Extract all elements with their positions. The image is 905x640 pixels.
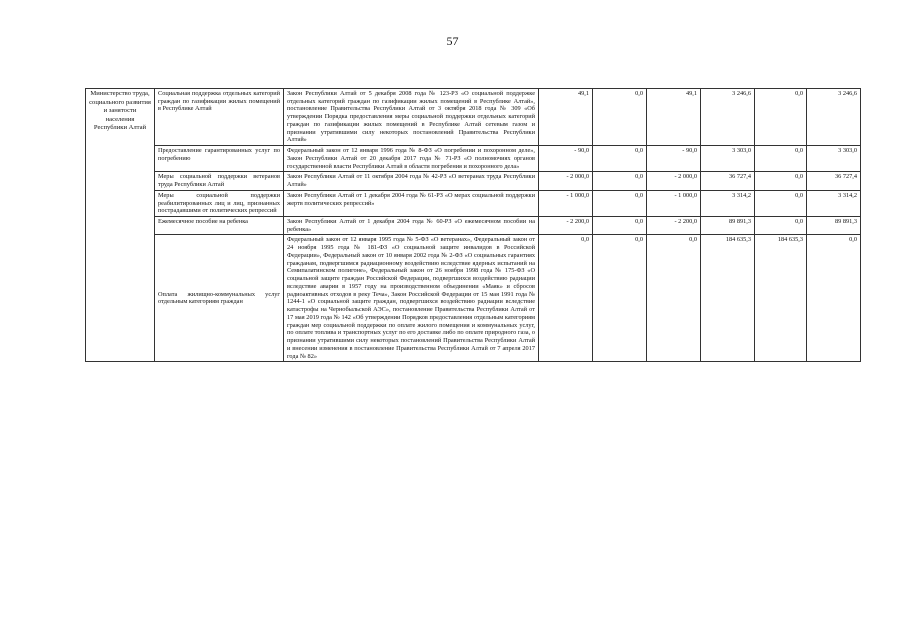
measure-cell: Предоставление гарантированных услуг по погребению: [155, 146, 284, 172]
value-cell: - 1 000,0: [539, 190, 593, 216]
value-cell: 3 314,2: [807, 190, 861, 216]
value-cell: 0,0: [593, 146, 647, 172]
value-cell: 0,0: [593, 235, 647, 362]
table-row: [86, 89, 861, 146]
value-cell: 36 727,4: [701, 172, 755, 190]
value-cell: 0,0: [539, 235, 593, 362]
value-cell: 89 891,3: [701, 217, 755, 235]
law-cell: Закон Республики Алтай от 1 декабря 2004 года № 60-РЗ «О ежемесячном пособии на ребенка»: [284, 217, 539, 235]
value-cell: - 2 200,0: [647, 217, 701, 235]
value-cell: 0,0: [593, 217, 647, 235]
measure-cell: Социальная поддержка отдельных категорий граждан по газификации жилых помещений в Республике Алтай: [155, 89, 284, 146]
value-cell: - 2 000,0: [647, 172, 701, 190]
value-cell: 3 303,0: [701, 146, 755, 172]
value-cell: 0,0: [755, 89, 807, 146]
value-cell: 49,1: [647, 89, 701, 146]
table-row: [86, 146, 861, 172]
value-cell: 3 314,2: [701, 190, 755, 216]
value-cell: 0,0: [755, 190, 807, 216]
value-cell: - 2 200,0: [539, 217, 593, 235]
measure-cell: Меры социальной поддержки ветеранов труда Республики Алтай: [155, 172, 284, 190]
value-cell: 0,0: [593, 172, 647, 190]
value-cell: 89 891,3: [807, 217, 861, 235]
table-row: [86, 172, 861, 190]
law-cell: Закон Республики Алтай от 5 декабря 2008 года № 123-РЗ «О социальной поддержке отдельных категорий граждан по газификации жилых помещений в Республике Алтай», постановление Правительства Республики Алтай от 3 октября 2018 года № 309 «Об утверждении Порядка предоставления меры социальной поддержки отдельных категорий граждан по газификации жилых помещений в Республике Алтай сетевым газом и признании утратившими силу некоторых постановлений Правительства Республики Алтай»: [284, 89, 539, 146]
value-cell: - 90,0: [539, 146, 593, 172]
value-cell: 0,0: [593, 89, 647, 146]
value-cell: 184 635,3: [755, 235, 807, 362]
table-row: [86, 217, 861, 235]
measure-cell: Меры социальной поддержки реабилитированных лиц и лиц, признанных пострадавшими от политических репрессий: [155, 190, 284, 216]
value-cell: 0,0: [755, 217, 807, 235]
table-row: [86, 235, 861, 362]
ministry-cell: Министерство труда, социального развития и занятости населения Республики Алтай: [86, 89, 155, 362]
law-cell: Федеральный закон от 12 января 1995 года № 5-ФЗ «О ветеранах», Федеральный закон от 24 ноября 1995 года № 181-ФЗ «О социальной защите инвалидов в Российской Федерации», Федеральный закон от 10 января 2002 года № 2-ФЗ «О социальных гарантиях гражданам, подвергшимся радиационному воздействию вследствие ядерных испытаний на Семипалатинском полигоне», Федеральный закон от 26 ноября 1998 года № 175-ФЗ «О социальной защите граждан Российской Федерации, подвергшихся воздействию радиации вследствие аварии в 1957 году на производственном объединении «Маяк» и сбросов радиоактивных отходов в реку Теча», Закон Российской Федерации от 15 мая 1991 года № 1244-1 «О социальной защите граждан, подвергшихся воздействию радиации вследствие катастрофы на Чернобыльской АЭС», постановление Правительства Республики Алтай от 17 мая 2019 года № 142 «Об утверждении Порядков предоставления отдельным категориям граждан мер социальной поддержки по оплате жилого помещения и коммунальных услуг, по оплате топлива и транспортных услуг по его доставке либо по оплате природного газа, о признании утратившими силу некоторых постановлений Правительства Республики Алтай и внесении изменения в постановление Правительства Республики Алтай от 7 апреля 2017 года № 82»: [284, 235, 539, 362]
value-cell: 0,0: [755, 172, 807, 190]
value-cell: 0,0: [755, 146, 807, 172]
value-cell: 49,1: [539, 89, 593, 146]
value-cell: 184 635,3: [701, 235, 755, 362]
value-cell: 0,0: [647, 235, 701, 362]
law-cell: Закон Республики Алтай от 1 декабря 2004 года № 61-РЗ «О мерах социальной поддержки жертв политических репрессий»: [284, 190, 539, 216]
law-cell: Закон Республики Алтай от 11 октября 2004 года № 42-РЗ «О ветеранах труда Республики Алтай»: [284, 172, 539, 190]
budget-table: [85, 88, 861, 362]
value-cell: 36 727,4: [807, 172, 861, 190]
value-cell: - 90,0: [647, 146, 701, 172]
value-cell: 0,0: [807, 235, 861, 362]
value-cell: 0,0: [593, 190, 647, 216]
measure-cell: Оплата жилищно-коммунальных услуг отдельным категориям граждан: [155, 235, 284, 362]
measure-cell: Ежемесячное пособие на ребенка: [155, 217, 284, 235]
value-cell: - 1 000,0: [647, 190, 701, 216]
value-cell: 3 303,0: [807, 146, 861, 172]
table-row: [86, 190, 861, 216]
law-cell: Федеральный закон от 12 января 1996 года № 8-ФЗ «О погребении и похоронном деле», Закон Республики Алтай от 20 декабря 2017 года № 71-РЗ «О полномочиях органов государственной власти Республики Алтай в области погребения и похоронного дела»: [284, 146, 539, 172]
value-cell: - 2 000,0: [539, 172, 593, 190]
value-cell: 3 246,6: [701, 89, 755, 146]
value-cell: 3 246,6: [807, 89, 861, 146]
page-number: 57: [446, 34, 459, 48]
